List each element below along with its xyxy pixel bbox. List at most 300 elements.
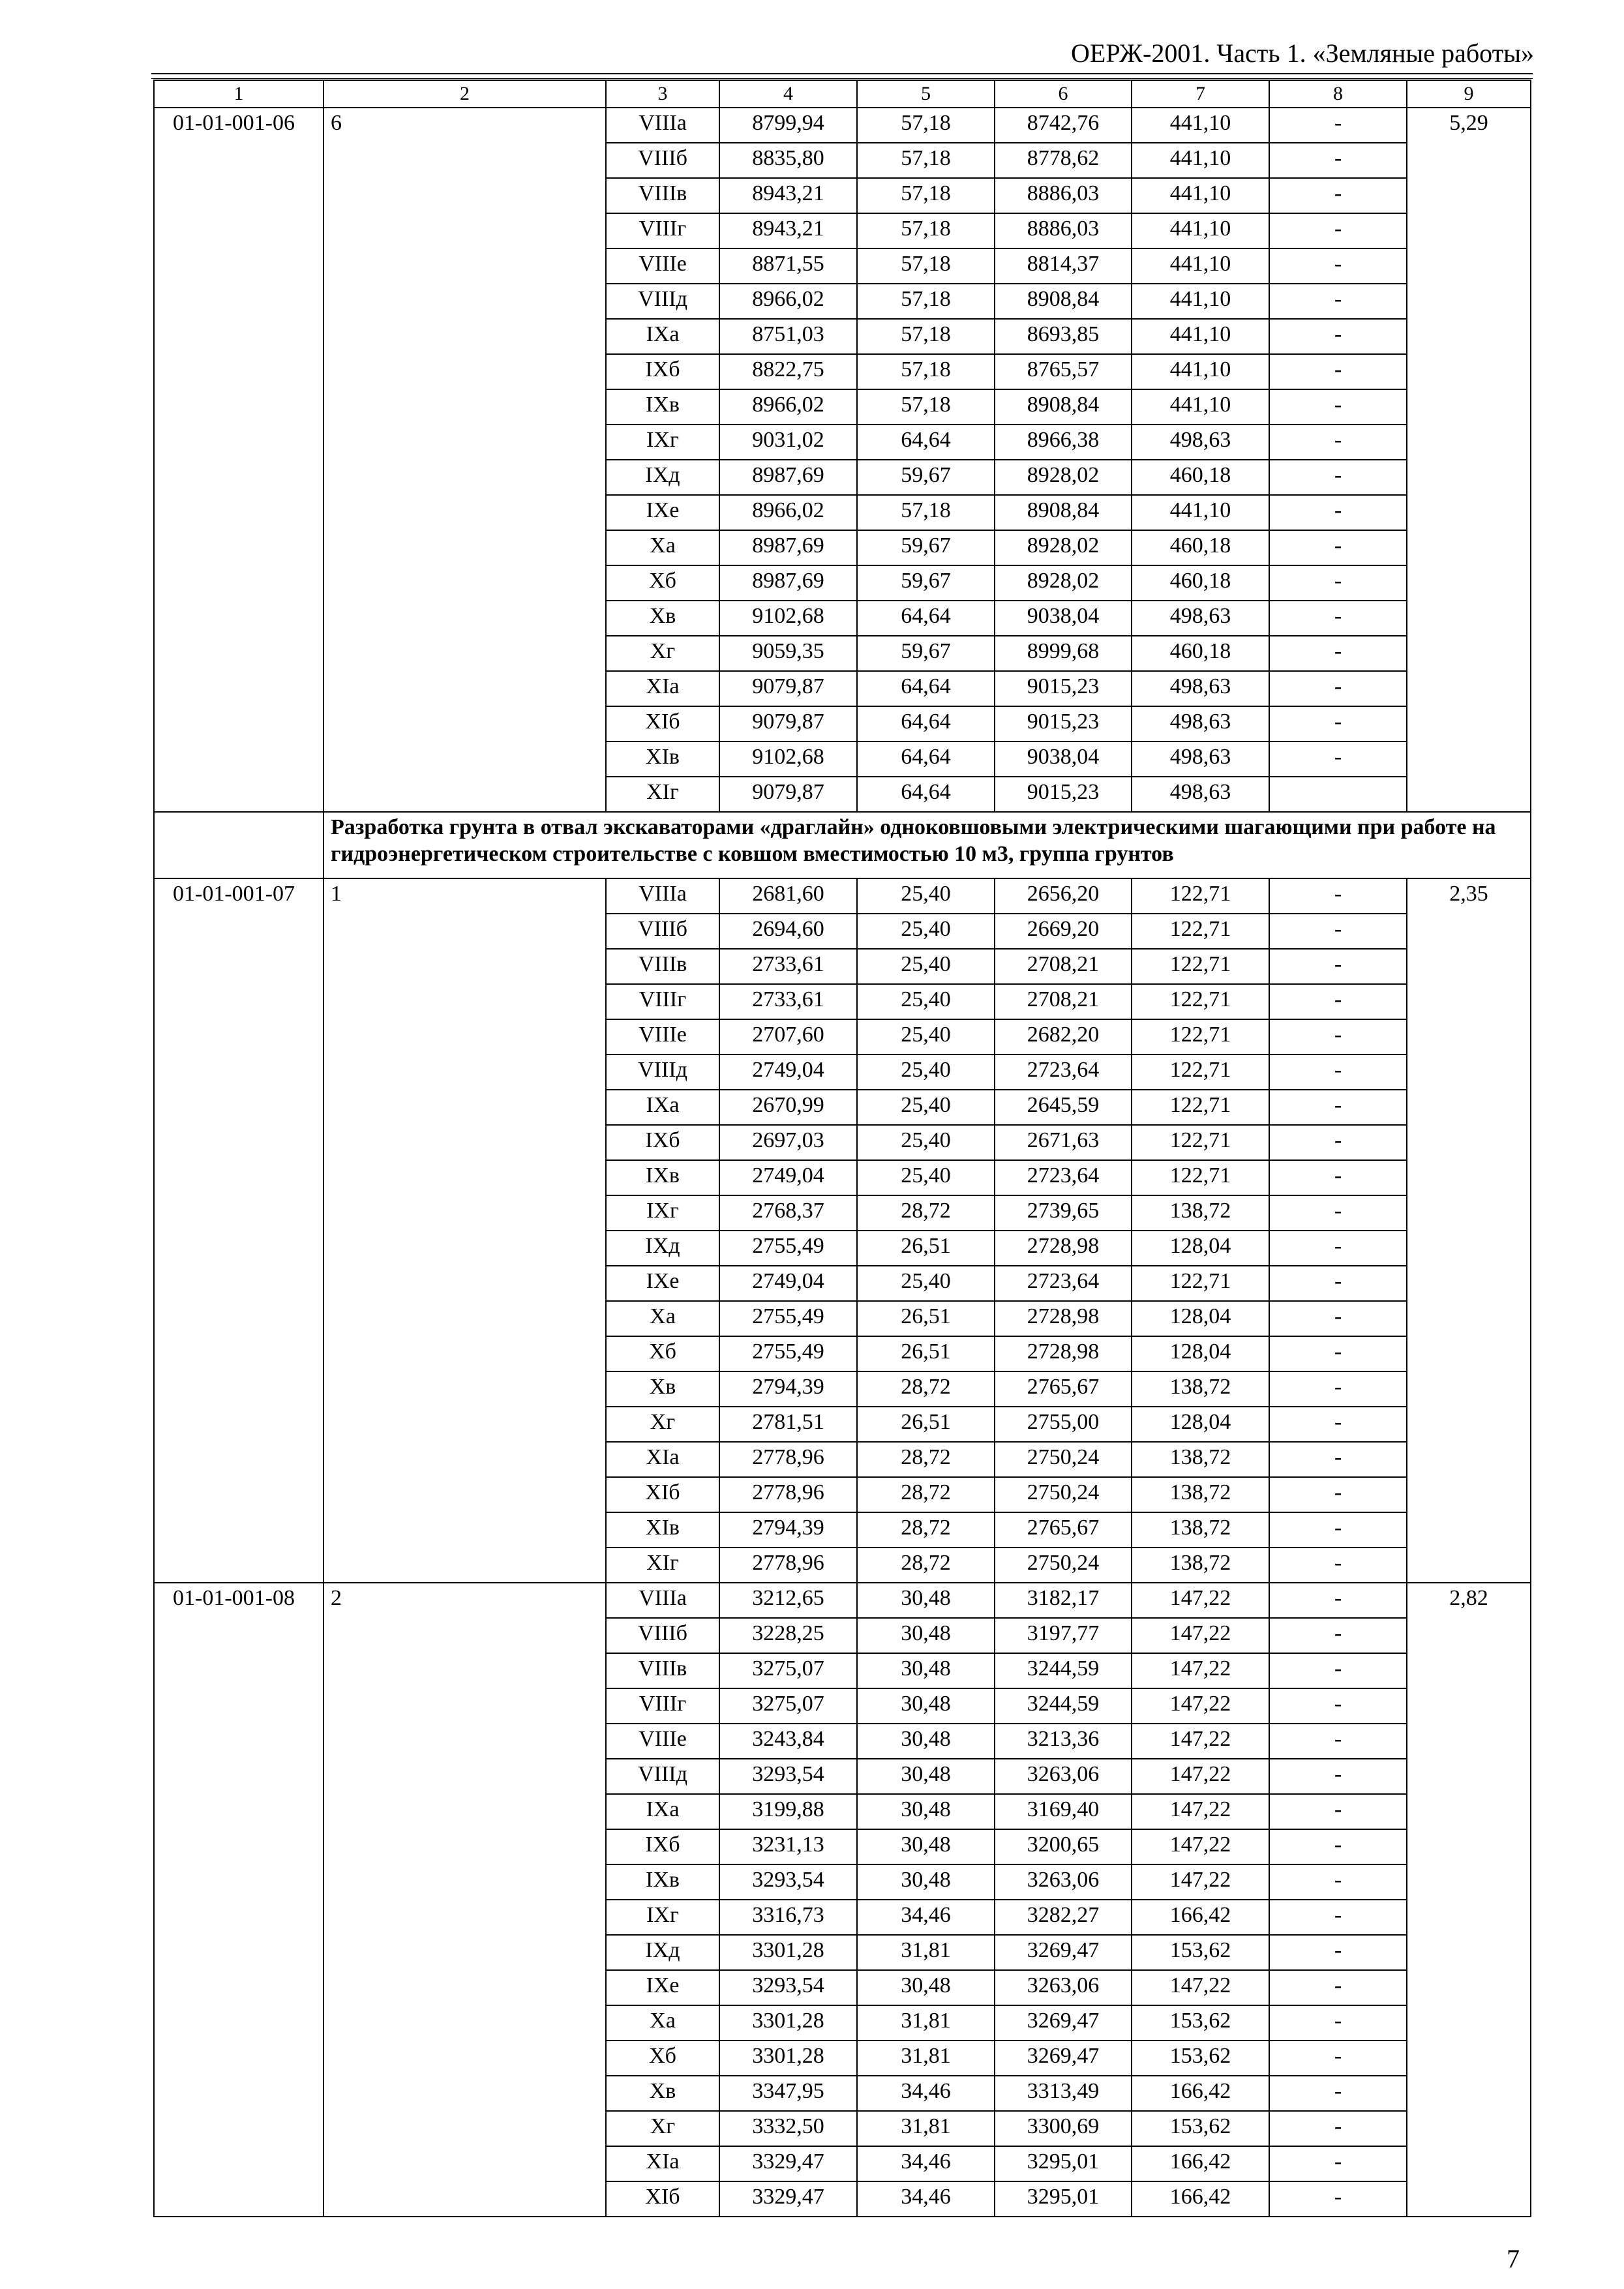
total-cost-cell: 8966,02 (719, 389, 857, 425)
machine-cost-cell: 9015,23 (995, 671, 1132, 706)
materials-cell: - (1269, 1794, 1407, 1829)
wages-cell: 57,18 (857, 319, 995, 354)
soil-group-cell: Xв (606, 1371, 719, 1407)
wages-cell: 34,46 (857, 1900, 995, 1935)
materials-cell: - (1269, 741, 1407, 777)
column-number-cell: 6 (995, 80, 1132, 108)
soil-group-cell: Xг (606, 2111, 719, 2146)
machine-cost-cell: 8928,02 (995, 460, 1132, 495)
labor-cost-cell: 2,35 (1407, 878, 1531, 1583)
soil-group-cell: VIIIб (606, 143, 719, 178)
total-cost-cell: 9079,87 (719, 671, 857, 706)
soil-group-cell: XIг (606, 777, 719, 812)
machinist-wages-cell: 460,18 (1132, 565, 1269, 601)
soil-group-cell: VIIIг (606, 984, 719, 1019)
column-number-row (154, 80, 1531, 108)
soil-group-cell: IXб (606, 1829, 719, 1864)
machinist-wages-cell: 128,04 (1132, 1231, 1269, 1266)
wages-cell: 30,48 (857, 1724, 995, 1759)
soil-group-cell: IXв (606, 1864, 719, 1900)
machinist-wages-cell: 122,71 (1132, 1160, 1269, 1195)
total-cost-cell: 3293,54 (719, 1970, 857, 2005)
column-number-cell: 2 (323, 80, 606, 108)
column-number-cell: 1 (154, 80, 323, 108)
wages-cell: 59,67 (857, 460, 995, 495)
total-cost-cell: 9079,87 (719, 706, 857, 741)
total-cost-cell: 9102,68 (719, 741, 857, 777)
section-title-spacer (154, 812, 323, 878)
machinist-wages-cell: 153,62 (1132, 2111, 1269, 2146)
soil-group-cell: VIIIб (606, 1618, 719, 1653)
materials-cell: - (1269, 460, 1407, 495)
wages-cell: 26,51 (857, 1231, 995, 1266)
machine-cost-cell: 3244,59 (995, 1653, 1132, 1688)
wages-cell: 30,48 (857, 1864, 995, 1900)
soil-group-cell: XIг (606, 1548, 719, 1583)
materials-cell: - (1269, 1759, 1407, 1794)
soil-group-cell: VIIIа (606, 1583, 719, 1618)
total-cost-cell: 3199,88 (719, 1794, 857, 1829)
total-cost-cell: 2749,04 (719, 1160, 857, 1195)
machine-cost-cell: 3169,40 (995, 1794, 1132, 1829)
materials-cell: - (1269, 1407, 1407, 1442)
wages-cell: 57,18 (857, 248, 995, 284)
machine-cost-cell: 2765,67 (995, 1371, 1132, 1407)
machine-cost-cell: 2739,65 (995, 1195, 1132, 1231)
rate-number: 2 (323, 1583, 606, 2217)
wages-cell: 31,81 (857, 2041, 995, 2076)
materials-cell: - (1269, 1160, 1407, 1195)
machine-cost-cell: 8999,68 (995, 636, 1132, 671)
total-cost-cell: 3243,84 (719, 1724, 857, 1759)
total-cost-cell: 2755,49 (719, 1231, 857, 1266)
machine-cost-cell: 2750,24 (995, 1548, 1132, 1583)
machinist-wages-cell: 441,10 (1132, 213, 1269, 248)
wages-cell: 57,18 (857, 354, 995, 389)
total-cost-cell: 8835,80 (719, 143, 857, 178)
soil-group-cell: Xв (606, 2076, 719, 2111)
wages-cell: 64,64 (857, 777, 995, 812)
total-cost-cell: 2778,96 (719, 1442, 857, 1477)
soil-group-cell: XIб (606, 2181, 719, 2217)
rates-table-body (154, 80, 1531, 2217)
materials-cell (1269, 777, 1407, 812)
materials-cell: - (1269, 914, 1407, 949)
machinist-wages-cell: 147,22 (1132, 1618, 1269, 1653)
materials-cell: - (1269, 1583, 1407, 1618)
machine-cost-cell: 3313,49 (995, 2076, 1132, 2111)
machinist-wages-cell: 128,04 (1132, 1407, 1269, 1442)
total-cost-cell: 8822,75 (719, 354, 857, 389)
materials-cell: - (1269, 248, 1407, 284)
machine-cost-cell: 3182,17 (995, 1583, 1132, 1618)
wages-cell: 25,40 (857, 1125, 995, 1160)
machine-cost-cell: 2708,21 (995, 949, 1132, 984)
soil-group-cell: IXг (606, 1900, 719, 1935)
wages-cell: 30,48 (857, 1794, 995, 1829)
materials-cell: - (1269, 354, 1407, 389)
total-cost-cell: 9031,02 (719, 425, 857, 460)
machinist-wages-cell: 138,72 (1132, 1371, 1269, 1407)
column-number-cell: 3 (606, 80, 719, 108)
total-cost-cell: 3301,28 (719, 1935, 857, 1970)
machinist-wages-cell: 122,71 (1132, 878, 1269, 914)
total-cost-cell: 2733,61 (719, 984, 857, 1019)
soil-group-cell: IXг (606, 425, 719, 460)
machine-cost-cell: 2750,24 (995, 1477, 1132, 1512)
soil-group-cell: Xа (606, 530, 719, 565)
soil-group-cell: Xб (606, 565, 719, 601)
header-rule-thin (151, 78, 1533, 79)
wages-cell: 25,40 (857, 1266, 995, 1301)
soil-group-cell: VIIIа (606, 108, 719, 143)
machinist-wages-cell: 498,63 (1132, 601, 1269, 636)
wages-cell: 64,64 (857, 671, 995, 706)
machine-cost-cell: 3282,27 (995, 1900, 1132, 1935)
machine-cost-cell: 2671,63 (995, 1125, 1132, 1160)
soil-group-cell: VIIIд (606, 284, 719, 319)
total-cost-cell: 2778,96 (719, 1548, 857, 1583)
soil-group-cell: VIIIе (606, 248, 719, 284)
materials-cell: - (1269, 2181, 1407, 2217)
soil-group-cell: Xб (606, 1336, 719, 1371)
wages-cell: 25,40 (857, 878, 995, 914)
machine-cost-cell: 2750,24 (995, 1442, 1132, 1477)
machine-cost-cell: 2728,98 (995, 1336, 1132, 1371)
materials-cell: - (1269, 671, 1407, 706)
wages-cell: 57,18 (857, 495, 995, 530)
machinist-wages-cell: 147,22 (1132, 1970, 1269, 2005)
materials-cell: - (1269, 284, 1407, 319)
total-cost-cell: 3231,13 (719, 1829, 857, 1864)
soil-group-cell: XIб (606, 706, 719, 741)
wages-cell: 57,18 (857, 143, 995, 178)
soil-group-cell: IXе (606, 1970, 719, 2005)
soil-group-cell: XIа (606, 1442, 719, 1477)
wages-cell: 25,40 (857, 1090, 995, 1125)
total-cost-cell: 3329,47 (719, 2181, 857, 2217)
materials-cell: - (1269, 1477, 1407, 1512)
machinist-wages-cell: 460,18 (1132, 530, 1269, 565)
total-cost-cell: 8966,02 (719, 284, 857, 319)
wages-cell: 30,48 (857, 1688, 995, 1724)
machinist-wages-cell: 441,10 (1132, 143, 1269, 178)
wages-cell: 31,81 (857, 1935, 995, 1970)
materials-cell: - (1269, 1336, 1407, 1371)
wages-cell: 64,64 (857, 741, 995, 777)
machine-cost-cell: 8908,84 (995, 495, 1132, 530)
soil-group-cell: Xб (606, 2041, 719, 2076)
materials-cell: - (1269, 1090, 1407, 1125)
machine-cost-cell: 2723,64 (995, 1160, 1132, 1195)
materials-cell: - (1269, 178, 1407, 213)
machine-cost-cell: 8886,03 (995, 178, 1132, 213)
machinist-wages-cell: 147,22 (1132, 1829, 1269, 1864)
machine-cost-cell: 3200,65 (995, 1829, 1132, 1864)
total-cost-cell: 9102,68 (719, 601, 857, 636)
materials-cell: - (1269, 1371, 1407, 1407)
machinist-wages-cell: 122,71 (1132, 914, 1269, 949)
materials-cell: - (1269, 389, 1407, 425)
soil-group-cell: IXв (606, 1160, 719, 1195)
machine-cost-cell: 8886,03 (995, 213, 1132, 248)
wages-cell: 28,72 (857, 1195, 995, 1231)
machine-cost-cell: 3197,77 (995, 1618, 1132, 1653)
machinist-wages-cell: 441,10 (1132, 178, 1269, 213)
materials-cell: - (1269, 2076, 1407, 2111)
total-cost-cell: 8943,21 (719, 213, 857, 248)
machinist-wages-cell: 138,72 (1132, 1548, 1269, 1583)
materials-cell: - (1269, 425, 1407, 460)
soil-group-cell: VIIIв (606, 1653, 719, 1688)
total-cost-cell: 2697,03 (719, 1125, 857, 1160)
machinist-wages-cell: 460,18 (1132, 460, 1269, 495)
materials-cell: - (1269, 319, 1407, 354)
machine-cost-cell: 8778,62 (995, 143, 1132, 178)
total-cost-cell: 8987,69 (719, 460, 857, 495)
soil-group-cell: IXб (606, 1125, 719, 1160)
materials-cell: - (1269, 565, 1407, 601)
wages-cell: 30,48 (857, 1618, 995, 1653)
soil-group-cell: VIIIд (606, 1759, 719, 1794)
machine-cost-cell: 8908,84 (995, 284, 1132, 319)
machinist-wages-cell: 498,63 (1132, 741, 1269, 777)
wages-cell: 26,51 (857, 1301, 995, 1336)
materials-cell: - (1269, 1125, 1407, 1160)
machine-cost-cell: 8765,57 (995, 354, 1132, 389)
materials-cell: - (1269, 601, 1407, 636)
materials-cell: - (1269, 143, 1407, 178)
machine-cost-cell: 2682,20 (995, 1019, 1132, 1055)
materials-cell: - (1269, 1231, 1407, 1266)
machinist-wages-cell: 441,10 (1132, 495, 1269, 530)
materials-cell: - (1269, 213, 1407, 248)
total-cost-cell: 8943,21 (719, 178, 857, 213)
soil-group-cell: IXд (606, 1935, 719, 1970)
soil-group-cell: VIIIа (606, 878, 719, 914)
total-cost-cell: 3293,54 (719, 1864, 857, 1900)
total-cost-cell: 2781,51 (719, 1407, 857, 1442)
rate-code: 01-01-001-06 (154, 108, 323, 812)
soil-group-cell: IXг (606, 1195, 719, 1231)
machinist-wages-cell: 166,42 (1132, 2181, 1269, 2217)
materials-cell: - (1269, 108, 1407, 143)
soil-group-cell: IXа (606, 1090, 719, 1125)
total-cost-cell: 8987,69 (719, 565, 857, 601)
machinist-wages-cell: 498,63 (1132, 777, 1269, 812)
header-rule (151, 73, 1533, 74)
total-cost-cell: 8799,94 (719, 108, 857, 143)
wages-cell: 28,72 (857, 1477, 995, 1512)
machinist-wages-cell: 441,10 (1132, 248, 1269, 284)
materials-cell: - (1269, 1195, 1407, 1231)
soil-group-cell: Xг (606, 1407, 719, 1442)
wages-cell: 34,46 (857, 2076, 995, 2111)
total-cost-cell: 3301,28 (719, 2005, 857, 2041)
materials-cell: - (1269, 1548, 1407, 1583)
materials-cell: - (1269, 2111, 1407, 2146)
rate-number: 1 (323, 878, 606, 1583)
wages-cell: 25,40 (857, 1160, 995, 1195)
materials-cell: - (1269, 1935, 1407, 1970)
machinist-wages-cell: 153,62 (1132, 2005, 1269, 2041)
wages-cell: 25,40 (857, 949, 995, 984)
total-cost-cell: 3212,65 (719, 1583, 857, 1618)
materials-cell: - (1269, 949, 1407, 984)
total-cost-cell: 3275,07 (719, 1653, 857, 1688)
machinist-wages-cell: 166,42 (1132, 2146, 1269, 2181)
machine-cost-cell: 2728,98 (995, 1231, 1132, 1266)
wages-cell: 26,51 (857, 1407, 995, 1442)
wages-cell: 28,72 (857, 1442, 995, 1477)
machinist-wages-cell: 441,10 (1132, 284, 1269, 319)
soil-group-cell: IXв (606, 389, 719, 425)
table-row (154, 878, 1531, 914)
column-number-cell: 7 (1132, 80, 1269, 108)
machine-cost-cell: 3263,06 (995, 1864, 1132, 1900)
total-cost-cell: 3228,25 (719, 1618, 857, 1653)
column-number-cell: 4 (719, 80, 857, 108)
total-cost-cell: 3275,07 (719, 1688, 857, 1724)
wages-cell: 64,64 (857, 706, 995, 741)
machine-cost-cell: 8966,38 (995, 425, 1132, 460)
total-cost-cell: 3332,50 (719, 2111, 857, 2146)
total-cost-cell: 2794,39 (719, 1512, 857, 1548)
machine-cost-cell: 3269,47 (995, 2041, 1132, 2076)
labor-cost-cell: 2,82 (1407, 1583, 1531, 2217)
total-cost-cell: 3293,54 (719, 1759, 857, 1794)
machine-cost-cell: 2708,21 (995, 984, 1132, 1019)
total-cost-cell: 8987,69 (719, 530, 857, 565)
machine-cost-cell: 3300,69 (995, 2111, 1132, 2146)
machine-cost-cell: 8814,37 (995, 248, 1132, 284)
soil-group-cell: VIIIв (606, 949, 719, 984)
machinist-wages-cell: 441,10 (1132, 319, 1269, 354)
materials-cell: - (1269, 1653, 1407, 1688)
materials-cell: - (1269, 1900, 1407, 1935)
machinist-wages-cell: 153,62 (1132, 2041, 1269, 2076)
machine-cost-cell: 3269,47 (995, 2005, 1132, 2041)
total-cost-cell: 8751,03 (719, 319, 857, 354)
materials-cell: - (1269, 530, 1407, 565)
machine-cost-cell: 3269,47 (995, 1935, 1132, 1970)
wages-cell: 57,18 (857, 178, 995, 213)
machine-cost-cell: 2645,59 (995, 1090, 1132, 1125)
machinist-wages-cell: 122,71 (1132, 1055, 1269, 1090)
total-cost-cell: 2794,39 (719, 1371, 857, 1407)
machinist-wages-cell: 147,22 (1132, 1724, 1269, 1759)
machinist-wages-cell: 122,71 (1132, 1266, 1269, 1301)
materials-cell: - (1269, 1618, 1407, 1653)
total-cost-cell: 2707,60 (719, 1019, 857, 1055)
machinist-wages-cell: 498,63 (1132, 706, 1269, 741)
soil-group-cell: XIв (606, 1512, 719, 1548)
wages-cell: 64,64 (857, 425, 995, 460)
total-cost-cell: 3347,95 (719, 2076, 857, 2111)
materials-cell: - (1269, 2041, 1407, 2076)
soil-group-cell: IXа (606, 1794, 719, 1829)
wages-cell: 57,18 (857, 108, 995, 143)
wages-cell: 57,18 (857, 284, 995, 319)
wages-cell: 31,81 (857, 2111, 995, 2146)
machine-cost-cell: 2723,64 (995, 1266, 1132, 1301)
machine-cost-cell: 2656,20 (995, 878, 1132, 914)
column-number-cell: 9 (1407, 80, 1531, 108)
total-cost-cell: 9079,87 (719, 777, 857, 812)
machine-cost-cell: 8742,76 (995, 108, 1132, 143)
wages-cell: 57,18 (857, 389, 995, 425)
materials-cell: - (1269, 1512, 1407, 1548)
machine-cost-cell: 3295,01 (995, 2181, 1132, 2217)
soil-group-cell: IXа (606, 319, 719, 354)
total-cost-cell: 2670,99 (719, 1090, 857, 1125)
machinist-wages-cell: 147,22 (1132, 1653, 1269, 1688)
soil-group-cell: VIIIв (606, 178, 719, 213)
soil-group-cell: XIа (606, 671, 719, 706)
soil-group-cell: IXе (606, 1266, 719, 1301)
machinist-wages-cell: 122,71 (1132, 1125, 1269, 1160)
machinist-wages-cell: 147,22 (1132, 1759, 1269, 1794)
rate-number: 6 (323, 108, 606, 812)
soil-group-cell: VIIIе (606, 1019, 719, 1055)
machine-cost-cell: 8693,85 (995, 319, 1132, 354)
wages-cell: 59,67 (857, 636, 995, 671)
soil-group-cell: VIIIд (606, 1055, 719, 1090)
machinist-wages-cell: 441,10 (1132, 354, 1269, 389)
soil-group-cell: Xа (606, 2005, 719, 2041)
wages-cell: 30,48 (857, 1759, 995, 1794)
total-cost-cell: 2749,04 (719, 1266, 857, 1301)
soil-group-cell: VIIIе (606, 1724, 719, 1759)
machinist-wages-cell: 128,04 (1132, 1301, 1269, 1336)
column-number-cell: 8 (1269, 80, 1407, 108)
machine-cost-cell: 3244,59 (995, 1688, 1132, 1724)
table-row (154, 108, 1531, 143)
total-cost-cell: 9059,35 (719, 636, 857, 671)
materials-cell: - (1269, 1266, 1407, 1301)
wages-cell: 28,72 (857, 1512, 995, 1548)
soil-group-cell: IXе (606, 495, 719, 530)
machinist-wages-cell: 147,22 (1132, 1794, 1269, 1829)
machinist-wages-cell: 153,62 (1132, 1935, 1269, 1970)
machine-cost-cell: 9015,23 (995, 706, 1132, 741)
materials-cell: - (1269, 2146, 1407, 2181)
total-cost-cell: 8966,02 (719, 495, 857, 530)
wages-cell: 59,67 (857, 565, 995, 601)
machinist-wages-cell: 138,72 (1132, 1477, 1269, 1512)
wages-cell: 30,48 (857, 1970, 995, 2005)
section-title-row (154, 812, 1531, 878)
materials-cell: - (1269, 984, 1407, 1019)
machine-cost-cell: 2669,20 (995, 914, 1132, 949)
total-cost-cell: 2778,96 (719, 1477, 857, 1512)
materials-cell: - (1269, 878, 1407, 914)
machine-cost-cell: 8928,02 (995, 530, 1132, 565)
soil-group-cell: IXд (606, 1231, 719, 1266)
total-cost-cell: 3316,73 (719, 1900, 857, 1935)
materials-cell: - (1269, 706, 1407, 741)
materials-cell: - (1269, 1829, 1407, 1864)
wages-cell: 34,46 (857, 2181, 995, 2217)
total-cost-cell: 2681,60 (719, 878, 857, 914)
soil-group-cell: XIб (606, 1477, 719, 1512)
column-number-cell: 5 (857, 80, 995, 108)
machine-cost-cell: 2765,67 (995, 1512, 1132, 1548)
wages-cell: 34,46 (857, 2146, 995, 2181)
materials-cell: - (1269, 2005, 1407, 2041)
machinist-wages-cell: 138,72 (1132, 1442, 1269, 1477)
wages-cell: 57,18 (857, 213, 995, 248)
